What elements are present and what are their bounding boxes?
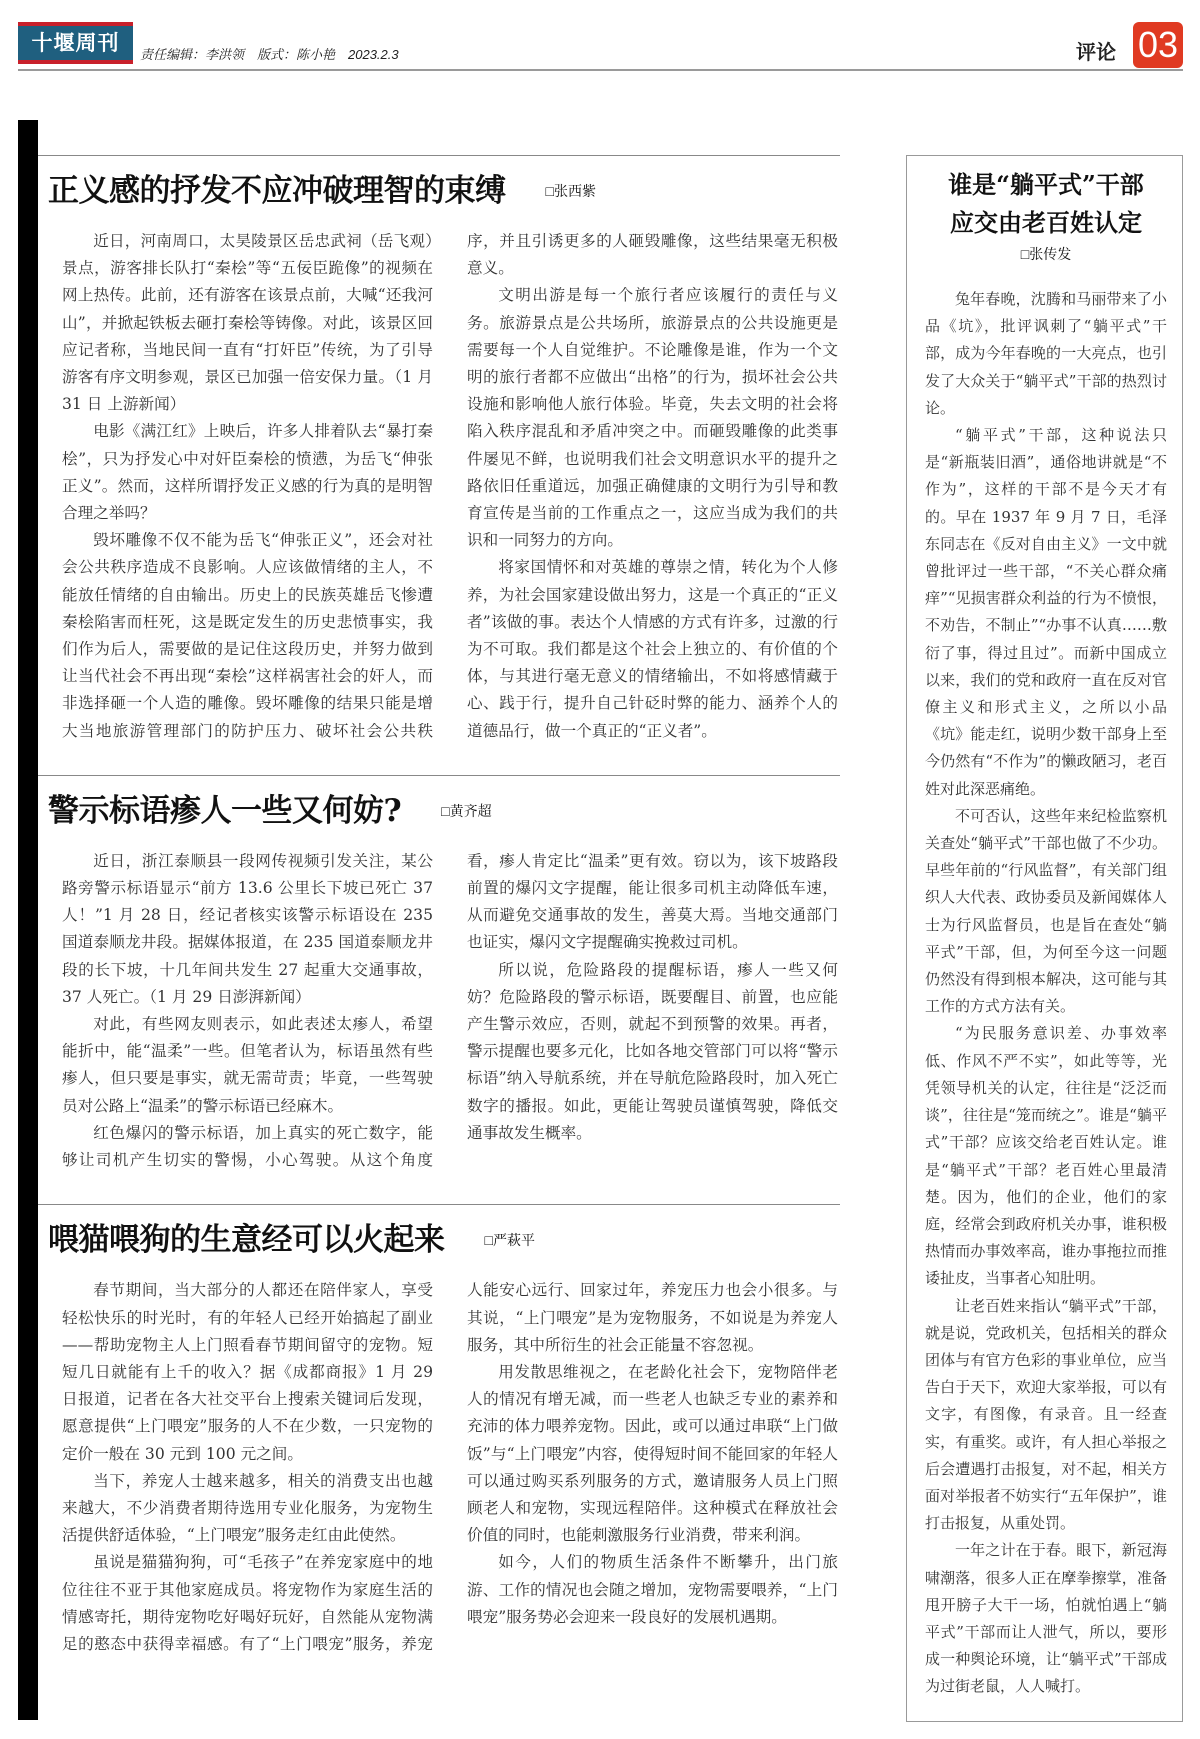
paragraph: 所以说，危险路段的提醒标语，瘆人一些又何妨？危险路段的警示标语，既要醒目、前置，也应能产生警示效应，否则，就起不到预警的效果。再者，警示提醒也要多元化，比如各地交管部门可以将“警示标语”纳入导航系统，并在导航危险路段时，加入死亡数字的播报。如此，更能让驾驶员谨慎驾驶，降低交通事故发生概率。 bbox=[467, 960, 838, 1142]
section-label: 评论 bbox=[1076, 42, 1116, 64]
decorative-side-bar bbox=[18, 120, 38, 1720]
article-header bbox=[48, 790, 838, 832]
paragraph: 让老百姓来指认“躺平式”干部，就是说，党政机关，包括相关的群众团体与有官方色彩的事业单位，应当告白于天下，欢迎大家举报，可以有文字，有图像，有录音。且一经查实，有重奖。或许，有人担心举报之后会遭遇打击报复，对不起，相关方面对举报者不妨实行“五年保护”，谁打击报复，从重处罚。 bbox=[925, 1296, 1167, 1533]
sidebar-title-line2: 应交由老百姓认定 bbox=[950, 208, 1142, 237]
paragraph: 虽说是猫猫狗狗，可“毛孩子”在养宠家庭中的地位往往不亚于其他家庭成员。将宠物作为家庭生活的情感寄托，期待宠物吃好喝好玩好，自然能从宠物满足的憨态中获得幸福感。有了“上门喂宠”服务，养宠人能安心远行、回家过年，养宠压力也会小很多。与其说，“上门喂宠”是为宠物服务，不如说是为养宠人服务，其中所衍生的社会正能量不容忽视。 bbox=[62, 1281, 838, 1653]
article-header bbox=[48, 1219, 838, 1261]
article-header bbox=[48, 170, 838, 212]
main-column bbox=[38, 155, 840, 1688]
sidebar-byline: □张传发 bbox=[1020, 246, 1072, 262]
article bbox=[38, 775, 840, 1204]
sidebar-body bbox=[925, 286, 1167, 1701]
sidebar-box bbox=[906, 155, 1183, 1722]
paragraph: 不可否认，这些年来纪检监察机关查处“躺平式”干部也做了不少功。早些年前的“行风监督”，有关部门组织人大代表、政协委员及新闻媒体人士为行风监督员，也是旨在查处“躺平式”干部，但，为何至今这一问题仍然没有得到根本解决，这可能与其工作的方式方法有关。 bbox=[925, 806, 1167, 1016]
paragraph: 如今，人们的物质生活条件不断攀升，出门旅游、工作的情况也会随之增加，宠物需要喂养，“上门喂宠”服务势必会迎来一段良好的发展机遇期。 bbox=[467, 1553, 838, 1626]
paragraph: 毁坏雕像不仅不能为岳飞“伸张正义”，还会对社会公共秩序造成不良影响。人应该做情绪的主人，不能放任情绪的自由输出。历史上的民族英雄岳飞惨遭秦桧陷害而枉死，这是既定发生的历史悲愤事实，我们作为后人，需要做的是记住这段历史，并努力做到让当代社会不再出现“秦桧”这样祸害社会的奸人，而非选择砸一个人造的雕像。毁坏雕像的结果只能是增大当地旅游管理部门的防护压力、破坏社会公共秩序，并且引诱更多的人砸毁雕像，这些结果毫无积极意义。 bbox=[62, 232, 838, 740]
paragraph: 春节期间，当大部分的人都还在陪伴家人，享受轻松快乐的时光时，有的年轻人已经开始搞起了副业——帮助宠物主人上门照看春节期间留守的宠物。短短几日就能有上千的收入？据《成都商报》1 月 29 日报道，记者在各大社交平台上搜索关键词后发现，愿意提供“上门喂宠”服务的人不在少数，一只宠物的定价一般在 30 元到 100 元之间。 bbox=[62, 1281, 433, 1463]
article-body bbox=[62, 228, 838, 745]
paragraph: 对此，有些网友则表示，如此表述太瘆人，希望能折中，能“温柔”一些。但笔者认为，标语虽然有些瘆人，但只要是事实，就无需苛责；毕竟，一些驾驶员对公路上“温柔”的警示标语已经麻木。 bbox=[62, 1015, 433, 1115]
header-divider bbox=[18, 69, 1183, 71]
sidebar-title-line1: 谁是“躺平式”干部 bbox=[948, 170, 1144, 199]
editor-info: 责任编辑：李洪领 版式：陈小艳 2023.2.3 bbox=[140, 47, 399, 62]
paragraph: 近日，浙江泰顺县一段网传视频引发关注，某公路旁警示标语显示“前方 13.6 公里长下坡已死亡 37 人！”1 月 28 日，经记者核实该警示标语设在 235 国道泰顺龙井段。据媒体报道，在 235 国道泰顺龙井段的长下坡，十几年间共发生 27 起重大交通事故，37 人死亡。（1 月 29 日澎湃新闻） bbox=[62, 851, 433, 1006]
article bbox=[38, 155, 840, 775]
article bbox=[38, 1204, 840, 1688]
article-byline: □严萩平 bbox=[484, 1232, 535, 1249]
paragraph: 一年之计在于春。眼下，新冠海啸潮落，很多人正在摩拳擦掌，准备甩开膀子大干一场，怕就怕遇上“躺平式”干部而让人泄气，所以，要形成一种舆论环境，让“躺平式”干部成为过街老鼠，人人喊打。 bbox=[925, 1541, 1167, 1696]
article-byline: □黄齐超 bbox=[441, 802, 492, 819]
paragraph: 将家国情怀和对英雄的尊崇之情，转化为个人修养，为社会国家建设做出努力，这是一个真正的“正义者”该做的事。表达个人情感的方式有许多，过激的行为不可取。我们都是这个社会上独立的、有价值的个体，与其进行毫无意义的情绪输出，不如将感情藏于心、践于行，提升自己针砭时弊的能力、涵养个人的道德品行，做一个真正的“正义者”。 bbox=[467, 558, 838, 740]
paragraph: 用发散思维视之，在老龄化社会下，宠物陪伴老人的情况有增无减，而一些老人也缺乏专业的素养和充沛的体力喂养宠物。因此，或可以通过串联“上门做饭”与“上门喂宠”内容，使得短时间不能回家的年轻人可以通过购买系列服务的方式，邀请服务人员上门照顾老人和宠物，实现远程陪伴。这种模式在释放社会价值的同时，也能刺激服务行业消费，带来利润。 bbox=[467, 1362, 838, 1545]
page-number-badge: 03 bbox=[1133, 22, 1183, 68]
article-byline: □张西紫 bbox=[545, 183, 596, 199]
paragraph: 文明出游是每一个旅行者应该履行的责任与义务。旅游景点是公共场所，旅游景点的公共设施更是需要每一个人自觉维护。不论雕像是谁，作为一个文明的旅行者都不应做出“出格”的行为，损坏社会公共设施和影响他人旅行体验。毕竟，失去文明的社会将陷入秩序混乱和矛盾冲突之中。而砸毁雕像的此类事件屡见不鲜，也说明我们社会文明意识水平的提升之路依旧任重道远，加强正确健康的文明行为引导和教育宣传是当前的工作重点之一，这应当成为我们的共识和一同努力的方向。 bbox=[467, 286, 838, 550]
paragraph: “为民服务意识差、办事效率低、作风不严不实”，如此等等，光凭领导机关的认定，往往是“泛泛而谈”，往往是“笼而统之”。谁是“躺平式”干部？应该交给老百姓认定。谁是“躺平式”干部？老百姓心里最清楚。因为，他们的企业，他们的家庭，经常会到政府机关办事，谁积极热情而办事效率高，谁办事拖拉而推诿扯皮，当事者心知肚明。 bbox=[925, 1024, 1167, 1288]
paragraph: 电影《满江红》上映后，许多人排着队去“暴打秦桧”，只为抒发心中对奸臣秦桧的愤懑，为岳飞“伸张正义”。然而，这样所谓抒发正义感的行为真的是明智合理之举吗？ bbox=[62, 422, 433, 523]
paragraph: 红色爆闪的警示标语，加上真实的死亡数字，能够让司机产生切实的警惕，小心驾驶。从这个角度看，瘆人肯定比“温柔”更有效。窃以为，该下坡路段前置的爆闪文字提醒，能让很多司机主动降低车速，从而避免交通事故的发生，善莫大焉。当地交通部门也证实，爆闪文字提醒确实挽救过司机。 bbox=[62, 851, 838, 1170]
paragraph: 近日，河南周口，太昊陵景区岳忠武祠（岳飞观）景点，游客排长队打“秦桧”等“五佞臣跪像”的视频在网上热传。此前，还有游客在该景点前，大喊“还我河山”，并掀起铁板去砸打秦桧等铸像。对此，该景区回应记者称，当地民间一直有“打奸臣”传统，为了引导游客有序文明参观，景区已加强一倍安保力量。（1 月 31 日 上游新闻） bbox=[62, 232, 433, 414]
article-title: 喂猫喂狗的生意经可以火起来 bbox=[48, 1222, 445, 1259]
paragraph: 兔年春晚，沈腾和马丽带来了小品《坑》，批评讽刺了“躺平式”干部，成为今年春晚的一大亮点，也引发了大众关于“躺平式”干部的热烈讨论。 bbox=[925, 290, 1167, 417]
article-title: 警示标语瘆人一些又何妨? bbox=[48, 792, 402, 829]
article-title: 正义感的抒发不应冲破理智的束缚 bbox=[48, 173, 506, 209]
masthead-logo: 十堰周刊 bbox=[18, 22, 133, 64]
article-body bbox=[62, 1277, 838, 1658]
paragraph: “躺平式”干部，这种说法只是“新瓶装旧酒”，通俗地讲就是“不作为”，这样的干部不是今天才有的。早在 1937 年 9 月 7 日，毛泽东同志在《反对自由主义》一文中就曾批评过一些干部，“不关心群众痛痒”“见损害群众利益的行为不愤恨，不劝告，不制止”“办事不认真……敷衍了事，得过且过”。而新中国成立以来，我们的党和政府一直在反对官僚主义和形式主义，之所以小品《坑》能走红，说明少数干部身上至今仍然有“不作为”的懒政陋习，老百姓对此深恶痛绝。 bbox=[925, 426, 1167, 798]
paragraph: 当下，养宠人士越来越多，相关的消费支出也越来越大，不少消费者期待选用专业化服务，为宠物生活提供舒适体验，“上门喂宠”服务走红由此使然。 bbox=[62, 1471, 433, 1545]
article-body bbox=[62, 848, 838, 1174]
